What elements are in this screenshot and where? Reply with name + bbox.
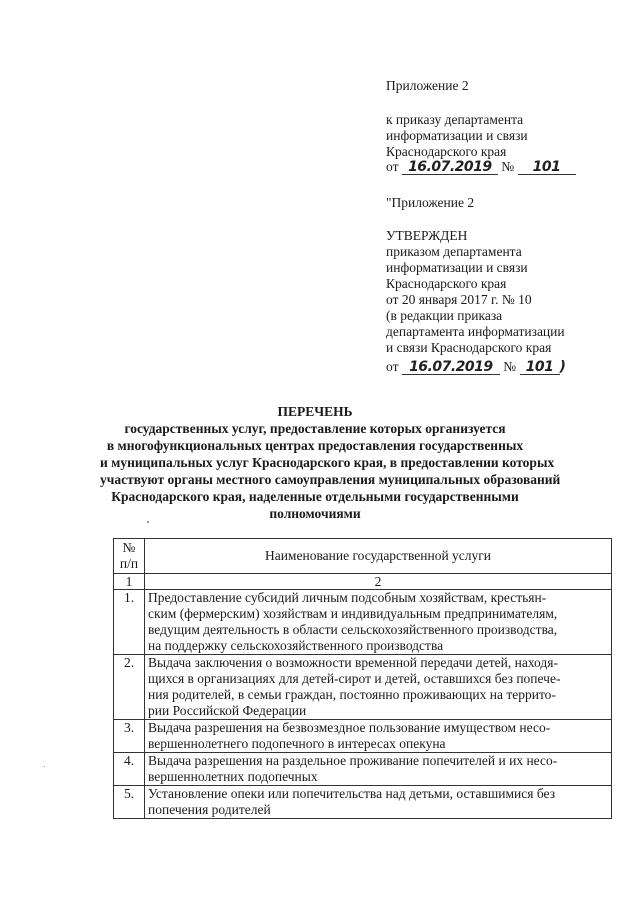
table-row — [114, 786, 612, 819]
title-heading: ПЕРЕЧЕНЬ — [277, 404, 353, 419]
row-service-name — [145, 753, 612, 786]
row-line: попечения родителей — [148, 802, 271, 817]
row-line: Выдача разрешения на безвозмездное пользование имуществом несо- — [148, 720, 551, 735]
row-line: рии Российской Федерации — [148, 703, 307, 718]
row-number: 2. — [114, 655, 145, 720]
header-number-abbr: п/п — [119, 556, 139, 571]
title-line-5: Краснодарского края, наделенные отдельными государственными — [111, 489, 519, 504]
row-service-name — [145, 720, 612, 753]
row-line: вершеннолетних подопечных — [148, 769, 318, 784]
row-number: 1. — [114, 590, 145, 655]
row-line: Выдача разрешения на раздельное проживание попечителей и их несо- — [148, 753, 558, 768]
order-line-2: информатизации и связи — [386, 128, 528, 143]
row-line: ведущим деятельность в области сельскохозяйственного производства, — [148, 622, 558, 637]
scan-speck — [147, 521, 149, 523]
approval-line-4: от 20 января 2017 г. № 10 — [386, 292, 532, 307]
approval-line-5: (в редакции приказа — [386, 308, 503, 323]
row-service-name — [145, 786, 612, 819]
order-line-1: к приказу департамента — [386, 112, 524, 127]
header-number-symbol: № — [122, 540, 136, 555]
row-number: 5. — [114, 786, 145, 819]
approval-date-prefix: от — [386, 359, 399, 374]
title-line-4: участвуют органы местного самоуправления муниципальных образований — [100, 472, 561, 487]
handwritten-number: 101 — [518, 160, 576, 175]
title-line-2: в многофункциональных центрах предоставления государственных — [106, 438, 524, 453]
approval-handwritten-date: 16.07.2019 — [402, 360, 500, 375]
document-title — [100, 403, 561, 522]
table-index-row — [114, 574, 612, 590]
approval-closing-paren: ) — [559, 359, 566, 375]
row-line: Выдача заключения о возможности временной передачи детей, находя- — [148, 655, 558, 670]
row-service-name — [145, 590, 612, 655]
header-name-cell: Наименование государственной услуги — [145, 539, 612, 574]
table-row — [114, 590, 612, 655]
row-line: ния родителей, в семьи граждан, постоянно проживающих на террито- — [148, 687, 556, 702]
approval-handwritten-number: 101 — [520, 360, 560, 375]
approval-appendix-title: "Приложение 2 — [386, 195, 475, 210]
approval-line-3: Краснодарского края — [386, 276, 507, 291]
table-row — [114, 753, 612, 786]
services-table — [113, 538, 612, 819]
row-line: на поддержку сельскохозяйственного производства — [148, 638, 444, 653]
approval-line-1: приказом департамента — [386, 244, 522, 259]
approval-date-line — [386, 358, 565, 376]
approval-line-7: и связи Краснодарского края — [386, 340, 552, 355]
order-date-line — [386, 158, 576, 175]
row-line: Предоставление субсидий личным подсобным хозяйствам, крестьян- — [148, 590, 547, 605]
header-number-cell — [114, 539, 145, 574]
title-line-3: и муниципальных услуг Краснодарского края, в предоставлении которых — [100, 455, 555, 470]
handwritten-date: 16.07.2019 — [402, 160, 498, 175]
row-service-name — [145, 655, 612, 720]
title-line-1: государственных услуг, предоставление которых организуется — [124, 421, 506, 436]
row-number: 3. — [114, 720, 145, 753]
approval-number-prefix: № — [503, 359, 517, 374]
index-cell-1: 1 — [114, 574, 145, 590]
appendix-title: Приложение 2 — [386, 78, 469, 93]
row-line: вершеннолетнего подопечного в интересах опекуна — [148, 736, 446, 751]
row-line: ским (фермерским) хозяйствам и индивидуальным предпринимателям, — [148, 606, 558, 621]
number-prefix: № — [501, 159, 515, 174]
title-line-6: полномочиями — [269, 506, 361, 521]
date-prefix: от — [386, 159, 399, 174]
approval-line-6: департамента информатизации — [386, 324, 565, 339]
table-row — [114, 720, 612, 753]
row-line: щихся в организациях для детей-сирот и детей, оставшихся без попече- — [148, 671, 561, 686]
scan-speck — [44, 766, 45, 767]
table-row — [114, 655, 612, 720]
approval-line-2: информатизации и связи — [386, 260, 528, 275]
row-number: 4. — [114, 753, 145, 786]
approved-label: УТВЕРЖДЕН — [386, 228, 468, 243]
row-line: Установление опеки или попечительства над детьми, оставшимися без — [148, 786, 556, 801]
order-line-3: Краснодарского края — [386, 144, 507, 159]
table-header-row — [114, 539, 612, 574]
index-cell-2: 2 — [145, 574, 612, 590]
